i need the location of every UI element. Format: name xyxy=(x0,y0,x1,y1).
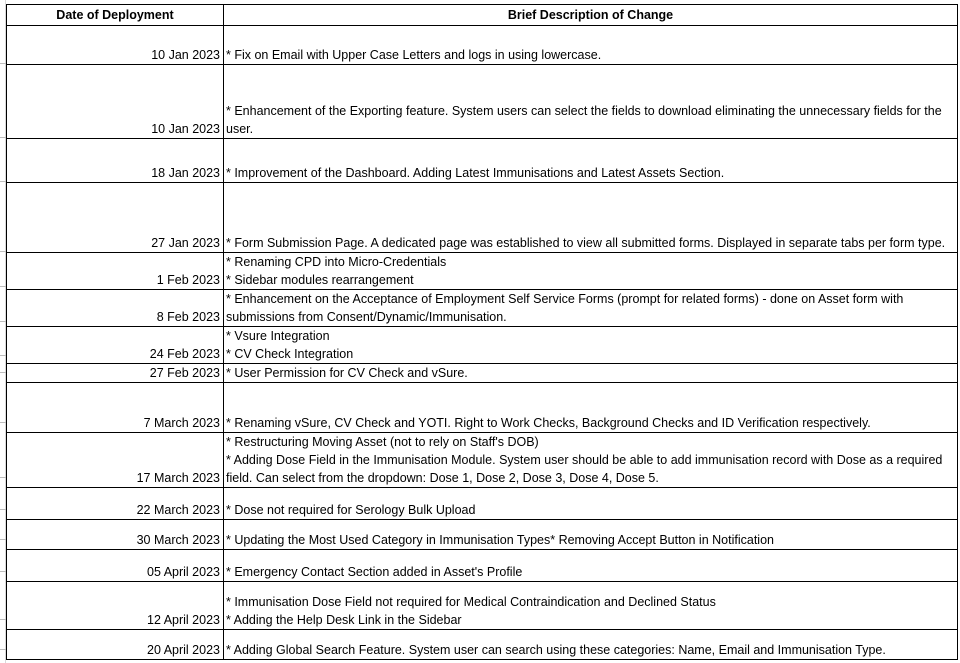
change-description-line: * Renaming vSure, CV Check and YOTI. Right to Work Checks, Background Checks and ID Verification respectively. xyxy=(226,416,871,430)
change-description-cell[interactable] xyxy=(224,253,958,290)
deployment-date-cell[interactable]: 8 Feb 2023 xyxy=(7,290,224,327)
gutter-tick xyxy=(0,321,6,322)
gutter-tick xyxy=(0,372,6,373)
gutter-tick xyxy=(0,422,6,423)
change-description-cell[interactable] xyxy=(224,65,958,139)
change-description-cell[interactable] xyxy=(224,364,958,383)
deployment-date-cell[interactable]: 7 March 2023 xyxy=(7,383,224,433)
change-description-line: * Adding Dose Field in the Immunisation Module. System user should be able to add immunisation record with Dose as a required field. Can select from the dropdown: Dose 1, Dose 2, Dose 3, Dose 4, Dose 5. xyxy=(226,453,943,485)
gutter-tick xyxy=(0,251,6,252)
date-column-header[interactable]: Date of Deployment xyxy=(7,5,224,26)
deployment-date-cell[interactable]: 27 Jan 2023 xyxy=(7,183,224,253)
table-row xyxy=(7,433,958,488)
table-row xyxy=(7,26,958,65)
gutter-tick xyxy=(0,539,6,540)
change-description-line: * Enhancement on the Acceptance of Employment Self Service Forms (prompt for related forms) - done on Asset form with submissions from Consent/Dynamic/Immunisation. xyxy=(226,292,904,324)
change-description-cell[interactable] xyxy=(224,183,958,253)
deployment-date-cell[interactable]: 30 March 2023 xyxy=(7,520,224,550)
deployment-date-cell[interactable]: 12 April 2023 xyxy=(7,582,224,630)
change-description-line: * Dose not required for Serology Bulk Upload xyxy=(226,503,476,517)
change-description-line: * Fix on Email with Upper Case Letters and logs in using lowercase. xyxy=(226,48,602,62)
table-row xyxy=(7,183,958,253)
change-description-cell[interactable] xyxy=(224,290,958,327)
table-row xyxy=(7,327,958,364)
table-row xyxy=(7,630,958,660)
change-description-cell[interactable] xyxy=(224,488,958,520)
change-description-cell[interactable] xyxy=(224,26,958,65)
table-row xyxy=(7,582,958,630)
change-description-line: * Renaming CPD into Micro-Credentials xyxy=(226,255,447,269)
change-description-line: * Sidebar modules rearrangement xyxy=(226,273,414,287)
gutter-tick xyxy=(0,355,6,356)
change-description-line: * Vsure Integration xyxy=(226,329,330,343)
change-description-line: * Immunisation Dose Field not required for Medical Contraindication and Declined Status xyxy=(226,595,716,609)
table-row xyxy=(7,520,958,550)
change-description-line: * User Permission for CV Check and vSure. xyxy=(226,366,468,380)
gutter-tick xyxy=(0,63,6,64)
deployment-date-cell[interactable]: 24 Feb 2023 xyxy=(7,327,224,364)
change-description-line: * Improvement of the Dashboard. Adding Latest Immunisations and Latest Assets Section. xyxy=(226,166,725,180)
change-description-line: * Restructuring Moving Asset (not to rely on Staff's DOB) xyxy=(226,435,539,449)
table-row xyxy=(7,139,958,183)
change-description-cell[interactable] xyxy=(224,630,958,660)
change-description-cell[interactable] xyxy=(224,139,958,183)
deployment-date-cell[interactable]: 18 Jan 2023 xyxy=(7,139,224,183)
change-description-line: * Form Submission Page. A dedicated page was established to view all submitted forms. Displayed in separate tabs per form type. xyxy=(226,236,946,250)
table-row xyxy=(7,364,958,383)
change-description-line: * Updating the Most Used Category in Immunisation Types* Removing Accept Button in Notification xyxy=(226,533,774,547)
change-description-line: * Adding Global Search Feature. System user can search using these categories: Name, Email and Immunisation Type. xyxy=(226,643,886,657)
gutter-tick xyxy=(0,649,6,650)
deployment-date-cell[interactable]: 10 Jan 2023 xyxy=(7,65,224,139)
table-row xyxy=(7,65,958,139)
table-row xyxy=(7,383,958,433)
deployment-date-cell[interactable]: 10 Jan 2023 xyxy=(7,26,224,65)
deployment-date-cell[interactable]: 17 March 2023 xyxy=(7,433,224,488)
deployment-date-cell[interactable]: 05 April 2023 xyxy=(7,550,224,582)
change-description-cell[interactable] xyxy=(224,327,958,364)
change-description-line: * Enhancement of the Exporting feature. System users can select the fields to download eliminating the unnecessary fields for the user. xyxy=(226,104,942,136)
gutter-tick xyxy=(0,477,6,478)
change-description-line: * Emergency Contact Section added in Asset's Profile xyxy=(226,565,523,579)
deployment-date-cell[interactable]: 20 April 2023 xyxy=(7,630,224,660)
gutter-tick xyxy=(0,181,6,182)
table-row xyxy=(7,488,958,520)
gutter-tick xyxy=(0,571,6,572)
change-description-cell[interactable] xyxy=(224,582,958,630)
change-description-cell[interactable] xyxy=(224,550,958,582)
gutter-tick xyxy=(0,137,6,138)
table-row xyxy=(7,290,958,327)
header-row xyxy=(7,5,958,26)
change-description-cell[interactable] xyxy=(224,433,958,488)
table-row xyxy=(7,550,958,582)
change-description-line: * CV Check Integration xyxy=(226,347,354,361)
deployment-date-cell[interactable]: 27 Feb 2023 xyxy=(7,364,224,383)
gutter-tick xyxy=(0,619,6,620)
deployment-date-cell[interactable]: 22 March 2023 xyxy=(7,488,224,520)
gutter-tick xyxy=(0,286,6,287)
gutter-tick xyxy=(0,509,6,510)
deployment-date-cell[interactable]: 1 Feb 2023 xyxy=(7,253,224,290)
deployment-log-table xyxy=(6,4,958,660)
change-description-line: * Adding the Help Desk Link in the Sidebar xyxy=(226,613,462,627)
change-description-cell[interactable] xyxy=(224,520,958,550)
table-row xyxy=(7,253,958,290)
description-column-header[interactable]: Brief Description of Change xyxy=(224,5,958,26)
change-description-cell[interactable] xyxy=(224,383,958,433)
